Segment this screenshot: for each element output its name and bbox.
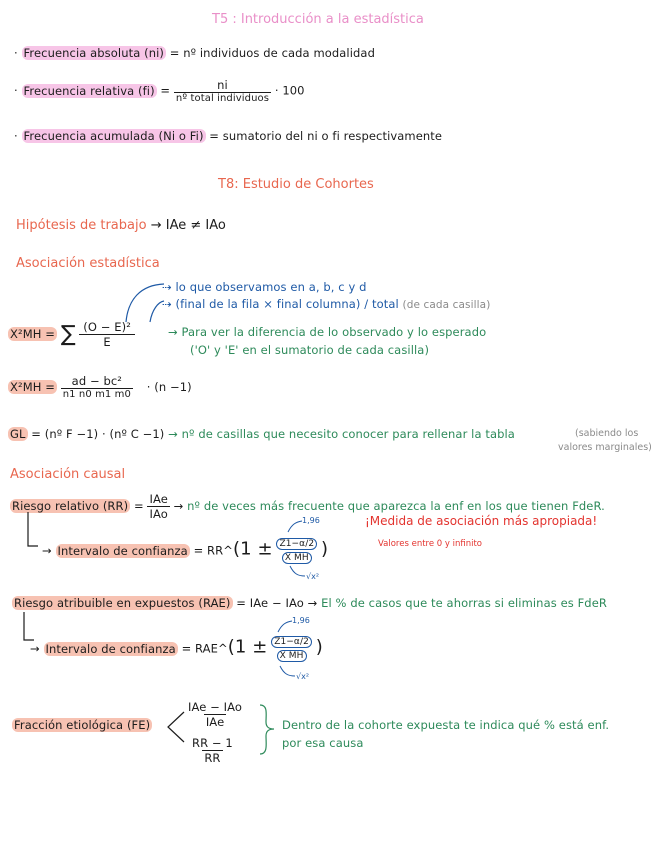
chi-note-2: ('O' y 'E' en el sumatorio de cada casilla) bbox=[190, 343, 430, 357]
gl-note-grey-2: valores marginales) bbox=[558, 442, 652, 453]
ic-rae-den: X MH bbox=[277, 650, 307, 662]
rae-note: El % de casos que te ahorras si eliminas es FdeR bbox=[321, 596, 607, 610]
sum-icon: ∑ bbox=[60, 322, 76, 347]
ic-rae-close: ) bbox=[315, 636, 323, 658]
arrow-right-icon: → bbox=[30, 641, 40, 656]
gl-note-grey-1: (sabiendo los bbox=[575, 428, 639, 439]
freq-acc-def: = sumatorio del ni o fi respectivamente bbox=[209, 129, 443, 143]
fe-note-1: Dentro de la cohorte expuesta te indica qué % está enf. bbox=[282, 718, 610, 732]
freq-abs-def: = nº individuos de cada modalidad bbox=[169, 46, 375, 60]
hipotesis-label: Hipótesis de trabajo bbox=[16, 218, 147, 233]
arrow-right-icon: ⇢ bbox=[162, 280, 172, 294]
rr-red-note: ¡Medida de asociación más apropiada! bbox=[365, 514, 598, 528]
ic-rae-label: Intervalo de confianza bbox=[45, 641, 176, 656]
freq-rel-line: · Frecuencia relativa (fi) = $\frac{ni}{\text{nº total individuos}}$ · 100 bbox=[14, 78, 305, 104]
ic-rr-num: Z1−α/2 bbox=[276, 538, 317, 550]
note-observed-text: lo que observamos en a, b, c y d bbox=[175, 280, 367, 294]
arrow-right-icon: → bbox=[150, 218, 162, 233]
arrow-right-icon: ⇢ bbox=[162, 297, 172, 311]
rr-num: IAe bbox=[149, 492, 168, 506]
freq-rel-den: nº total individuos bbox=[175, 93, 270, 104]
asoc-causal-title: Asociación causal bbox=[10, 467, 126, 482]
asoc-estadistica-title: Asociación estadística bbox=[16, 256, 160, 271]
freq-rel-num: ni bbox=[217, 78, 228, 92]
hipotesis-value: IAe ≠ IAo bbox=[165, 218, 226, 233]
rr-line: Riesgo relativo (RR) = $\frac{\text{IAe}}{\text{IAo}}$ → nº de veces más frecuente que aparezca la enf en los que tienen FdeR. bbox=[12, 492, 605, 521]
note-expected-grey: (de cada casilla) bbox=[402, 299, 491, 311]
note-expected-text: (final de la fila × final columna) / total bbox=[175, 297, 399, 311]
arrow-right-icon: → bbox=[168, 325, 178, 339]
gl-formula: = (nº F −1) · (nº C −1) bbox=[31, 427, 165, 441]
ic-rr-label: Intervalo de confianza bbox=[57, 543, 188, 558]
fe-num-1: IAe − IAo bbox=[188, 700, 243, 714]
freq-abs-label: Frecuencia absoluta (ni) bbox=[23, 46, 164, 60]
fe-num-2: RR − 1 bbox=[192, 736, 233, 750]
ic-rr-196: 1,96 bbox=[302, 516, 320, 525]
arrow-right-icon: → bbox=[42, 543, 52, 558]
ic-rae-formula: = RAE^ bbox=[181, 641, 228, 656]
ic-rae-num: Z1−α/2 bbox=[271, 636, 312, 648]
rr-note: nº de veces más frecuente que aparezca la enf en los que tienen FdeR. bbox=[187, 499, 605, 513]
rr-label: Riesgo relativo (RR) bbox=[12, 499, 129, 513]
ic-rae-open: (1 ± bbox=[227, 636, 268, 658]
ic-rr-den: X MH bbox=[282, 552, 312, 564]
arrow-right-icon: → bbox=[173, 499, 184, 513]
ic-rr-close: ) bbox=[320, 538, 329, 560]
arrow-right-icon: → bbox=[168, 427, 178, 441]
ic-rr-formula: = RR^ bbox=[193, 543, 233, 558]
fe-den-1: IAe bbox=[205, 715, 225, 729]
fe-fraction-2 bbox=[190, 736, 235, 765]
chi-den: E bbox=[79, 334, 134, 349]
chi2-mult: · (n −1) bbox=[146, 379, 192, 394]
fe-fraction-1-inner bbox=[186, 700, 244, 729]
chi2-label: X²MH = bbox=[10, 379, 55, 394]
ic-rr-sqrt: √x² bbox=[306, 572, 320, 581]
rr-red-small: Valores entre 0 y infinito bbox=[378, 539, 483, 549]
chi2-num: ad − bc² bbox=[71, 374, 122, 388]
freq-abs-line: · Frecuencia absoluta (ni) = nº individuos de cada modalidad bbox=[14, 46, 375, 60]
fe-fraction-1 bbox=[186, 700, 244, 729]
fe-den-2: RR bbox=[204, 751, 221, 765]
freq-acc-label: Frecuencia acumulada (Ni o Fi) bbox=[23, 129, 204, 143]
chi-note-1-text: Para ver la diferencia de lo observado y lo esperado bbox=[181, 325, 487, 339]
gl-note: nº de casillas que necesito conocer para rellenar la tabla bbox=[181, 427, 515, 441]
rae-formula: = IAe − IAo bbox=[236, 596, 304, 610]
ic-rae-sqrt: √x² bbox=[296, 672, 310, 681]
freq-rel-label: Frecuencia relativa (fi) bbox=[23, 83, 155, 98]
t5-title: T5 : Introducción a la estadística bbox=[212, 12, 424, 27]
t8-title: T8: Estudio de Cohortes bbox=[218, 177, 374, 192]
chi-label: X²MH = bbox=[10, 327, 55, 341]
fe-note-2: por esa causa bbox=[282, 736, 364, 750]
rr-den: IAo bbox=[149, 507, 168, 521]
fe-label: Fracción etiológica (FE) bbox=[14, 718, 151, 732]
freq-rel-mult: · 100 bbox=[274, 83, 305, 98]
ic-rae-196: 1,96 bbox=[292, 616, 310, 625]
chi-num: (O − E)² bbox=[83, 320, 131, 334]
rae-label: Riesgo atribuible en expuestos (RAE) bbox=[14, 596, 231, 610]
freq-acc-line: · Frecuencia acumulada (Ni o Fi) = sumatorio del ni o fi respectivamente bbox=[14, 129, 443, 143]
arrow-right-icon: → bbox=[307, 596, 318, 610]
chi2-den: n1 n0 m1 m0 bbox=[62, 389, 131, 400]
gl-label: GL bbox=[10, 427, 26, 441]
fe-fraction-2-inner bbox=[190, 736, 235, 765]
ic-rr-open: (1 ± bbox=[232, 538, 273, 560]
